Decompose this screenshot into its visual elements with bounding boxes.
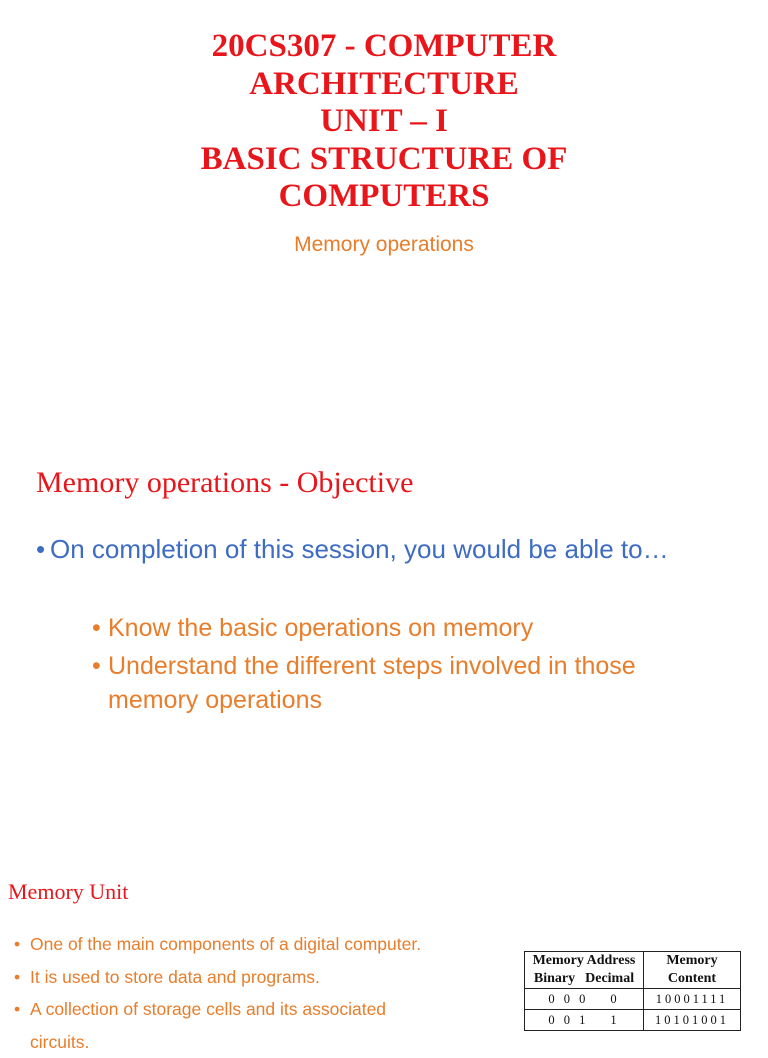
main-bullet (36, 532, 736, 567)
address-subheader (529, 970, 639, 988)
address-cell (525, 1010, 644, 1031)
memory-table (524, 951, 741, 1031)
bullet-icon: • (92, 649, 101, 683)
title-line-3: UNIT – I (0, 103, 768, 141)
title-line-4: BASIC STRUCTURE OF (0, 141, 768, 179)
list-item-text: It is used to store data and programs. (30, 967, 320, 987)
memory-unit-heading: Memory Unit (8, 877, 128, 907)
title-line-2: ARCHITECTURE (0, 66, 768, 104)
list-item (14, 993, 514, 1026)
bullet-icon: • (92, 611, 101, 645)
main-bullet-text: On completion of this session, you would be able to… (36, 532, 736, 567)
sub-bullet-text: Know the basic operations on memory (108, 614, 533, 642)
title-line-5: COMPUTERS (0, 178, 768, 216)
list-item (14, 1026, 514, 1058)
sub-bullet-text: Understand the different steps involved in those memory operations (108, 652, 636, 714)
sub-bullet-list (92, 611, 712, 721)
table-row (525, 989, 741, 1010)
bullet-icon: • (14, 961, 20, 994)
memory-unit-bullets (14, 928, 514, 1058)
decimal-label: Decimal (585, 970, 634, 988)
content-header-line1: Memory (648, 952, 736, 970)
list-item-text: circuits. (30, 1032, 89, 1052)
course-title (0, 28, 768, 216)
address-header (525, 952, 644, 989)
address-header-label: Memory Address (529, 952, 639, 970)
list-item-text: One of the main components of a digital computer. (30, 934, 421, 954)
decimal-value: 0 (610, 989, 619, 1009)
objective-heading: Memory operations - Objective (36, 464, 413, 502)
list-item (14, 928, 514, 961)
table-row (525, 1010, 741, 1031)
binary-value: 0 0 1 (548, 1010, 588, 1030)
binary-label: Binary (534, 970, 575, 988)
address-cell (525, 989, 644, 1010)
content-header-line2: Content (648, 970, 736, 988)
slide-subtitle: Memory operations (0, 231, 768, 259)
list-item-text: A collection of storage cells and its associated (30, 999, 386, 1019)
list-item (14, 961, 514, 994)
table-header-row (525, 952, 741, 989)
sub-bullet (92, 649, 712, 717)
binary-value: 0 0 0 (548, 989, 588, 1009)
content-header (644, 952, 741, 989)
bullet-icon: • (14, 993, 20, 1026)
title-line-1: 20CS307 - COMPUTER (0, 28, 768, 66)
sub-bullet (92, 611, 712, 645)
content-cell: 10101001 (644, 1010, 741, 1031)
bullet-icon: • (14, 928, 20, 961)
content-cell: 10001111 (644, 989, 741, 1010)
decimal-value: 1 (610, 1010, 619, 1030)
bullet-icon: • (36, 532, 45, 567)
